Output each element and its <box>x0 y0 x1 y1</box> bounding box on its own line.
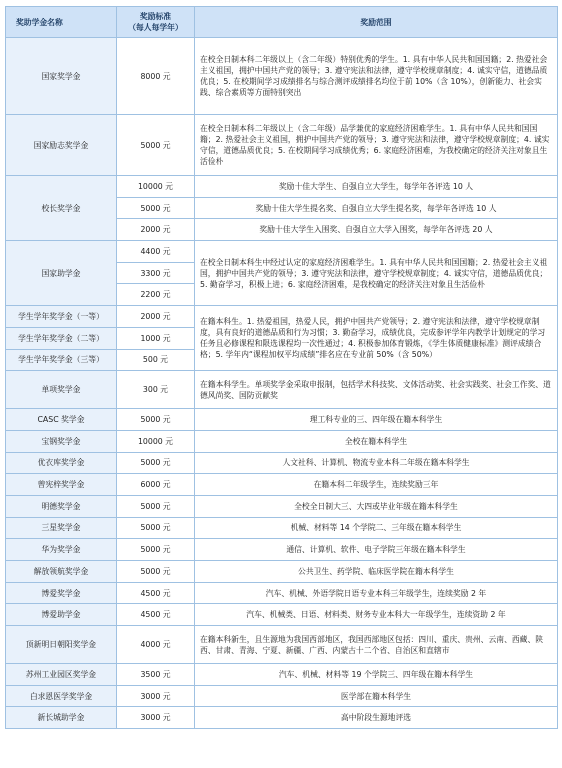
scholarship-scope: 在籍本科二年级学生，连续奖励三年 <box>195 474 558 496</box>
scholarship-amount: 10000 元 <box>117 176 195 198</box>
scholarship-amount: 8000 元 <box>117 38 195 115</box>
table-row <box>6 539 558 561</box>
scholarship-scope: 在籍本科新生，且生源地为我国西部地区，我国西部地区包括：四川、重庆、贵州、云南、西藏、陕西、甘肃、青海、宁夏、新疆、广西、内蒙古十二个省、自治区和直辖市 <box>195 626 558 664</box>
table-row <box>6 306 558 328</box>
scholarship-name: 国家助学金 <box>6 241 117 306</box>
table-row <box>6 452 558 474</box>
scholarship-amount: 6000 元 <box>117 474 195 496</box>
scholarship-amount: 3000 元 <box>117 707 195 729</box>
scholarship-amount: 4500 元 <box>117 604 195 626</box>
scholarship-name: 宝钢奖学金 <box>6 430 117 452</box>
table-row <box>6 495 558 517</box>
scholarship-name: 学生学年奖学金（二等） <box>6 327 117 349</box>
scholarship-amount: 5000 元 <box>117 409 195 431</box>
scholarship-scope: 公共卫生、药学院、临床医学院在籍本科学生 <box>195 561 558 583</box>
scholarship-name: 白求恩医学奖学金 <box>6 685 117 707</box>
scholarship-scope: 医学部在籍本科学生 <box>195 685 558 707</box>
scholarship-scope: 奖励十佳大学生提名奖、自强自立大学生提名奖，每学年各评选 10 人 <box>195 197 558 219</box>
scholarship-name: 国家励志奖学金 <box>6 115 117 176</box>
header-amount-line1: 奖励标准 <box>139 12 172 21</box>
scholarship-scope: 汽车、机械、外语学院日语专业本科三年级学生，连续奖励 2 年 <box>195 582 558 604</box>
scholarship-amount: 5000 元 <box>117 197 195 219</box>
scholarship-name: 新长城助学金 <box>6 707 117 729</box>
scholarship-amount: 5000 元 <box>117 115 195 176</box>
table-row <box>6 626 558 664</box>
scholarship-scope: 在籍本科学生。单项奖学金采取申报制，包括学术科技奖、文体活动奖、社会实践奖、社会工作奖、道德风尚奖、国防贡献奖 <box>195 371 558 409</box>
scholarship-amount: 500 元 <box>117 349 195 371</box>
scholarship-name: 博爱助学金 <box>6 604 117 626</box>
scholarship-amount: 2200 元 <box>117 284 195 306</box>
table-row <box>6 582 558 604</box>
scholarship-amount: 2000 元 <box>117 219 195 241</box>
scholarship-scope: 人文社科、计算机、物流专业本科二年级在籍本科学生 <box>195 452 558 474</box>
table-row <box>6 604 558 626</box>
header-row <box>6 7 558 38</box>
scholarship-scope: 在籍本科生。1. 热爱祖国，热爱人民，拥护中国共产党领导；2. 遵守宪法和法律，遵守学校规章制度，具有良好的道德品质和行为习惯；3. 勤奋学习，成绩优良，完成参评学年内教学计划规定的学习任务且必修课程和限选课程均一次性通过；4. 积极参加体育锻炼，《学生体质健康标准》测评成绩合格；5. 学年内“课程加权平均成绩”排名应在专业前 50%（含 50%） <box>195 306 558 371</box>
scholarship-name: 优衣库奖学金 <box>6 452 117 474</box>
scholarship-table <box>5 6 558 729</box>
scholarship-amount: 3500 元 <box>117 664 195 686</box>
scholarship-scope: 汽车、机械、材料等 19 个学院三、四年级在籍本科学生 <box>195 664 558 686</box>
scholarship-amount: 4000 元 <box>117 626 195 664</box>
table-row <box>6 115 558 176</box>
scholarship-name: 苏州工业园区奖学金 <box>6 664 117 686</box>
scholarship-scope: 机械、材料等 14 个学院二、三年级在籍本科学生 <box>195 517 558 539</box>
header-name: 奖助学金名称 <box>6 7 117 38</box>
table-row <box>6 707 558 729</box>
header-amount-line2: （每人每学年） <box>128 23 183 32</box>
scholarship-name: 华为奖学金 <box>6 539 117 561</box>
scholarship-amount: 300 元 <box>117 371 195 409</box>
scholarship-amount: 4500 元 <box>117 582 195 604</box>
scholarship-amount: 3000 元 <box>117 685 195 707</box>
scholarship-scope: 全校在籍本科学生 <box>195 430 558 452</box>
scholarship-amount: 5000 元 <box>117 517 195 539</box>
table-row <box>6 517 558 539</box>
scholarship-amount: 4400 元 <box>117 241 195 263</box>
scholarship-scope: 汽车、机械类、日语、材料类、财务专业本科大一年级学生，连续资助 2 年 <box>195 604 558 626</box>
scholarship-scope: 高中阶段生源地评选 <box>195 707 558 729</box>
table-row <box>6 685 558 707</box>
scholarship-name: 顶新明日朝阳奖学金 <box>6 626 117 664</box>
scholarship-amount: 1000 元 <box>117 327 195 349</box>
scholarship-name: 博爱奖学金 <box>6 582 117 604</box>
table-row <box>6 409 558 431</box>
scholarship-scope: 理工科专业的三、四年级在籍本科学生 <box>195 409 558 431</box>
scholarship-amount: 5000 元 <box>117 495 195 517</box>
scholarship-scope: 在校全日制本科生中经过认定的家庭经济困难学生。1. 具有中华人民共和国国籍；2. 热爱社会主义祖国，拥护中国共产党的领导；3. 遵守宪法和法律，遵守学校规章制度；4. 诚实守信，道德品质优良；5. 勤奋学习，积极上进；6. 家庭经济困难，是我校确定的经济关注对象且生活俭朴 <box>195 241 558 306</box>
scholarship-scope: 在校全日制本科二年级以上（含二年级）特别优秀的学生。1. 具有中华人民共和国国籍；2. 热爱社会主义祖国，拥护中国共产党的领导；3. 遵守宪法和法律，遵守学校规章制度；4. 诚实守信，道德品质优良；5. 在校期间学习成绩排名与综合测评成绩排名均位于前 10%（含 10%），创新能力、社会实践、综合素质等方面特别突出 <box>195 38 558 115</box>
scholarship-scope: 在校全日制本科二年级以上（含二年级）品学兼优的家庭经济困难学生。1. 具有中华人民共和国国籍；2. 热爱社会主义祖国，拥护中国共产党的领导；3. 遵守宪法和法律，遵守学校规章制度；4. 诚实守信，道德品质优良；5. 在校期间学习成绩优秀；6. 家庭经济困难，为我校确定的经济关注对象且生活俭朴 <box>195 115 558 176</box>
scholarship-name: 单项奖学金 <box>6 371 117 409</box>
scholarship-name: 学生学年奖学金（三等） <box>6 349 117 371</box>
scholarship-amount: 5000 元 <box>117 561 195 583</box>
table-row <box>6 664 558 686</box>
scholarship-amount: 10000 元 <box>117 430 195 452</box>
scholarship-name: CASC 奖学金 <box>6 409 117 431</box>
table-row <box>6 561 558 583</box>
scholarship-scope: 通信、计算机、软件、电子学院三年级在籍本科学生 <box>195 539 558 561</box>
scholarship-amount: 5000 元 <box>117 452 195 474</box>
scholarship-name: 国家奖学金 <box>6 38 117 115</box>
table-row <box>6 371 558 409</box>
scholarship-amount: 5000 元 <box>117 539 195 561</box>
scholarship-scope: 奖励十佳大学生、自强自立大学生，每学年各评选 10 人 <box>195 176 558 198</box>
scholarship-name: 明德奖学金 <box>6 495 117 517</box>
scholarship-amount: 2000 元 <box>117 306 195 328</box>
header-scope: 奖励范围 <box>195 7 558 38</box>
table-row <box>6 474 558 496</box>
scholarship-scope: 全校全日制大三、大四或毕业年级在籍本科学生 <box>195 495 558 517</box>
scholarship-name: 解放领航奖学金 <box>6 561 117 583</box>
table-row <box>6 38 558 115</box>
scholarship-name: 校长奖学金 <box>6 176 117 241</box>
scholarship-name: 学生学年奖学金（一等） <box>6 306 117 328</box>
scholarship-amount: 3300 元 <box>117 262 195 284</box>
scholarship-name: 三星奖学金 <box>6 517 117 539</box>
scholarship-scope: 奖励十佳大学生入围奖、自强自立大学入围奖，每学年各评选 20 人 <box>195 219 558 241</box>
scholarship-name: 曾宪梓奖学金 <box>6 474 117 496</box>
table-row <box>6 241 558 263</box>
table-row <box>6 430 558 452</box>
header-amount <box>117 7 195 38</box>
table-row <box>6 176 558 198</box>
